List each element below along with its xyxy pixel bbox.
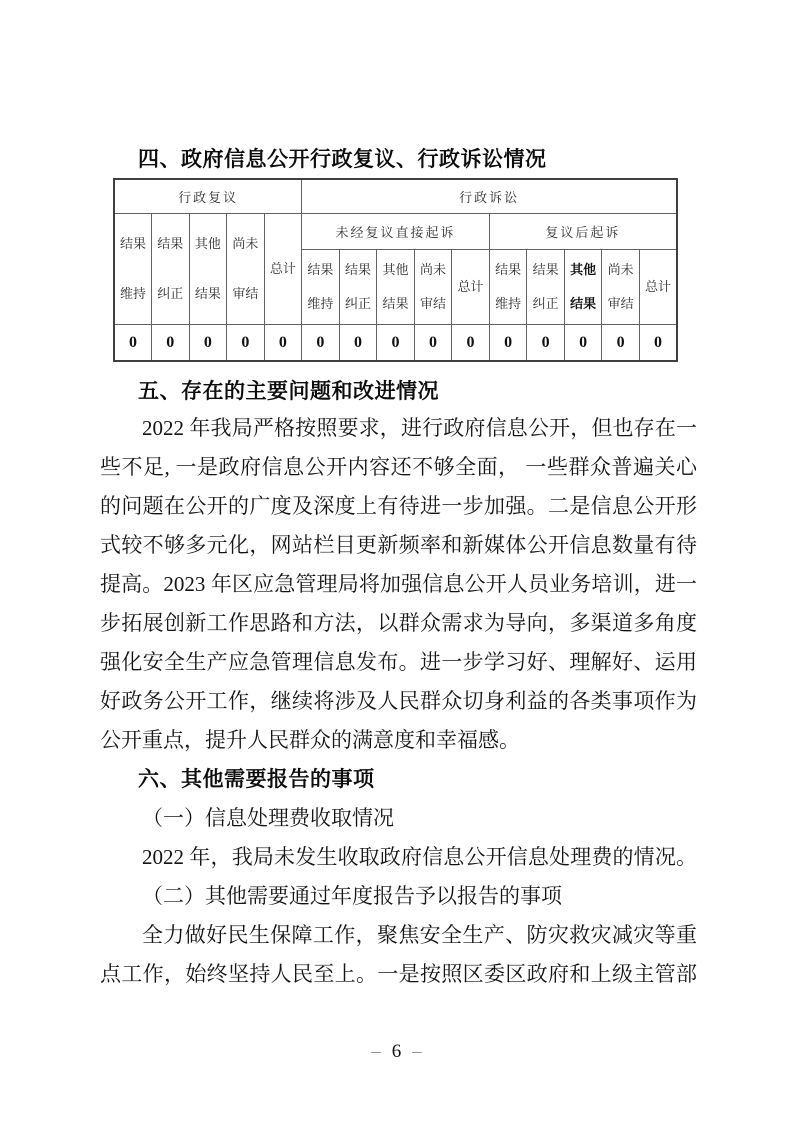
table-value-cell: 0 [489, 325, 527, 362]
table-column-header: 尚未审结 [602, 250, 640, 325]
body-text [100, 409, 697, 994]
subsection-heading: （二）其他需要通过年度报告予以报告的事项 [142, 884, 562, 908]
page-number: 6 [391, 1041, 402, 1062]
paragraph-line: 全力做好民生保障工作，聚焦安全生产、防灾救灾减灾等重 [142, 923, 697, 947]
table-column-header: 结果维持 [489, 250, 527, 325]
table-column-header: 结果纠正 [152, 214, 190, 325]
paragraph-line: 步拓展创新工作思路和方法，以群众需求为导向，多渠道多角度 [100, 611, 697, 635]
section-5-heading: 五、存在的主要问题和改进情况 [138, 380, 439, 403]
table-column-header: 尚未审结 [227, 214, 265, 325]
table-value-cell: 0 [152, 325, 190, 362]
table-column-header: 结果纠正 [339, 250, 377, 325]
paragraph-line: 强化安全生产应急管理信息发布。进一步学习好、理解好、运用 [100, 650, 697, 674]
table-column-header: 结果维持 [302, 250, 340, 325]
paragraph-line: 些不足, 一是政府信息公开内容还不够全面， 一些群众普遍关心 [100, 455, 697, 479]
table-column-header-total: 总计 [639, 250, 677, 325]
table-column-header: 结果纠正 [527, 250, 565, 325]
table-column-header: 尚未审结 [414, 250, 452, 325]
table-value-cell: 0 [189, 325, 227, 362]
paragraph-line: 公开重点，提升人民群众的满意度和幸福感。 [100, 728, 520, 752]
table-value-cell: 0 [302, 325, 340, 362]
table-value-cell: 0 [264, 325, 302, 362]
paragraph-line: 提高。2023 年区应急管理局将加强信息公开人员业务培训，进一 [100, 572, 697, 596]
table-value-cell: 0 [339, 325, 377, 362]
table-column-header: 其他结果 [377, 250, 415, 325]
table-value-cell: 0 [452, 325, 490, 362]
paragraph-line: 2022 年，我局未发生收取政府信息公开信息处理费的情况。 [142, 845, 697, 869]
subsection-heading: （一）信息处理费收取情况 [142, 806, 394, 830]
table-value-cell: 0 [527, 325, 565, 362]
table-value-cell: 0 [377, 325, 415, 362]
table-value-cell: 0 [639, 325, 677, 362]
table-value-cell: 0 [227, 325, 265, 362]
paragraph-line: 的问题在公开的广度及深度上有待进一步加强。二是信息公开形 [100, 494, 697, 518]
table-value-cell: 0 [414, 325, 452, 362]
footer-left-dash: – [371, 1041, 381, 1062]
page-footer [0, 1038, 793, 1066]
table-group-header-litigation: 行政诉讼 [302, 179, 677, 214]
table-column-header: 其他结果 [189, 214, 227, 325]
admin-review-litigation-table [113, 178, 678, 362]
table-group-header-review: 行政复议 [114, 179, 302, 214]
footer-right-dash: – [412, 1041, 422, 1062]
paragraph-line: 好政务公开工作，继续将涉及人民群众切身利益的各类事项作为 [100, 689, 697, 713]
table-column-header-total: 总计 [264, 214, 302, 325]
table-column-header-total: 总计 [452, 250, 490, 325]
section-6-heading: 六、其他需要报告的事项 [138, 768, 375, 791]
table-value-cell: 0 [114, 325, 152, 362]
section-4-heading: 四、政府信息公开行政复议、行政诉讼情况 [138, 148, 547, 171]
paragraph-line: 式较不够多元化，网站栏目更新频率和新媒体公开信息数量有待 [100, 533, 697, 557]
table-subgroup-header-after-review: 复议后起诉 [489, 214, 677, 250]
paragraph-line: 2022 年我局严格按照要求，进行政府信息公开，但也存在一 [142, 416, 697, 440]
table-column-header: 其他结果 [564, 250, 602, 325]
table-value-cell: 0 [564, 325, 602, 362]
paragraph-line: 点工作，始终坚持人民至上。一是按照区委区政府和上级主管部 [100, 962, 697, 986]
table-value-cell: 0 [602, 325, 640, 362]
table-subgroup-header-direct: 未经复议直接起诉 [302, 214, 490, 250]
table-column-header: 结果维持 [114, 214, 152, 325]
